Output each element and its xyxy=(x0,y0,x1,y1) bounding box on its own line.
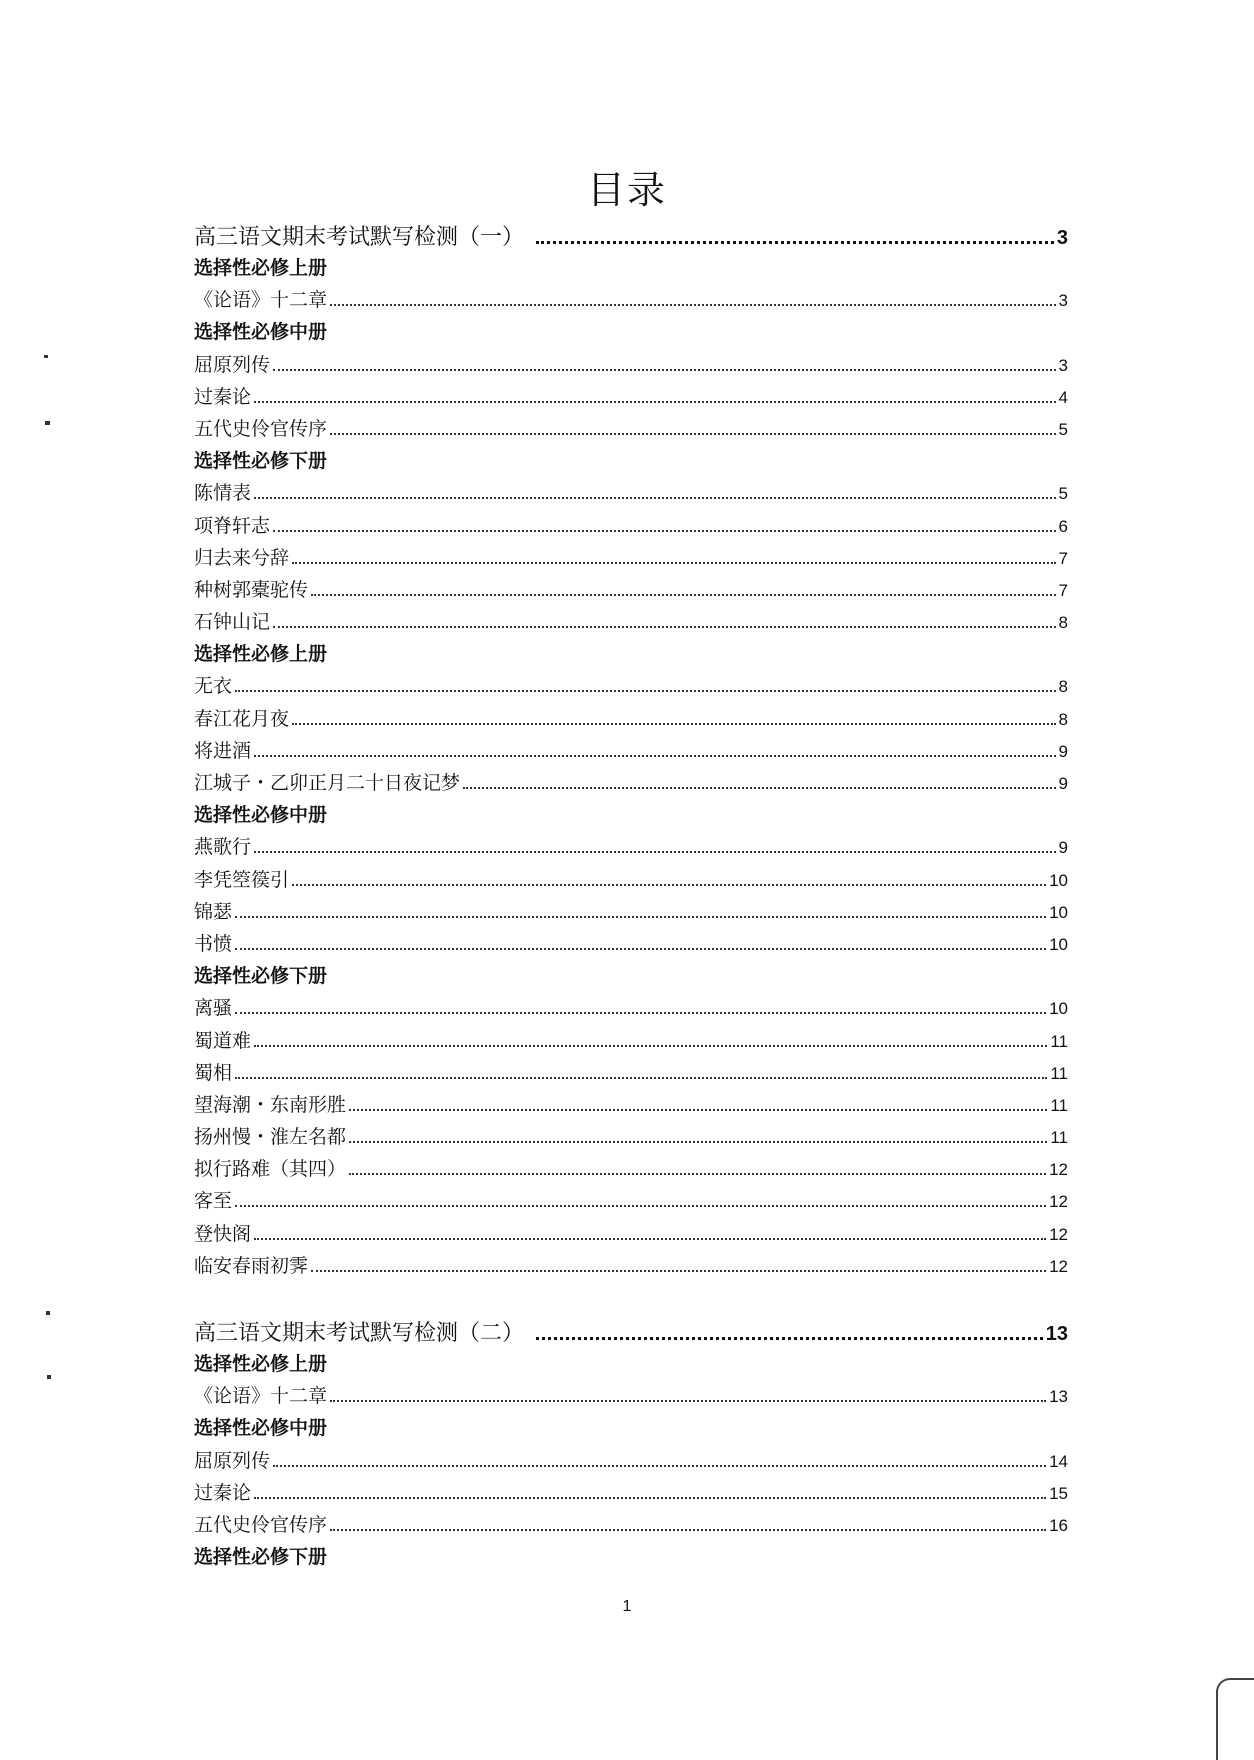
toc-dot-leader xyxy=(254,1497,1046,1499)
toc-entry[interactable] xyxy=(194,285,1068,317)
toc-spacer xyxy=(194,1283,1068,1316)
toc-label: 陈情表 xyxy=(194,482,252,505)
toc-dot-leader xyxy=(349,1173,1046,1175)
toc-entry[interactable] xyxy=(194,607,1068,639)
scan-speck xyxy=(44,355,48,358)
toc-entry[interactable] xyxy=(194,865,1068,897)
toc-page-number: 9 xyxy=(1058,741,1068,761)
toc-part-heading[interactable] xyxy=(194,1316,1068,1349)
toc-page-number: 9 xyxy=(1058,774,1068,793)
toc-dot-leader xyxy=(273,626,1056,628)
toc-page-number: 15 xyxy=(1049,1483,1068,1503)
toc-entry[interactable] xyxy=(194,993,1068,1025)
toc-dot-leader xyxy=(254,1045,1047,1047)
toc-page-number: 12 xyxy=(1049,1256,1068,1276)
toc-label: 蜀道难 xyxy=(194,1029,252,1052)
toc-page-number: 14 xyxy=(1049,1451,1068,1471)
toc-label: 蜀相 xyxy=(194,1061,233,1084)
toc-label: 《论语》十二章 xyxy=(194,1385,328,1408)
toc-page-number: 16 xyxy=(1049,1515,1068,1535)
toc-entry[interactable] xyxy=(194,1122,1068,1154)
toc-label: 春江花月夜 xyxy=(194,707,290,730)
toc-label: 种树郭橐驼传 xyxy=(194,578,309,601)
toc-label: 高三语文期末考试默写检测（二） xyxy=(194,1321,525,1346)
toc-page-number: 8 xyxy=(1058,709,1068,729)
toc-section-heading xyxy=(194,1542,1068,1574)
toc-entry[interactable] xyxy=(194,350,1068,382)
toc-dot-leader xyxy=(536,1337,1043,1340)
toc-label: 归去来兮辞 xyxy=(194,546,290,569)
toc-entry[interactable] xyxy=(194,704,1068,736)
page-number: 1 xyxy=(622,1598,632,1615)
toc-page-number: 10 xyxy=(1049,902,1068,922)
toc-dot-leader xyxy=(330,433,1056,435)
toc-dot-leader xyxy=(330,304,1056,306)
toc-entry[interactable] xyxy=(194,1154,1068,1186)
toc-page-number: 10 xyxy=(1049,999,1068,1019)
toc-label: 锦瑟 xyxy=(194,900,233,923)
toc-page-number: 13 xyxy=(1045,1323,1068,1345)
toc-label: 扬州慢・淮左名都 xyxy=(194,1126,347,1149)
toc-label: 临安春雨初霁 xyxy=(194,1254,309,1277)
toc-label: 选择性必修下册 xyxy=(194,965,328,988)
toc-entry[interactable] xyxy=(194,929,1068,961)
toc-page-number: 10 xyxy=(1049,934,1068,954)
toc-dot-leader xyxy=(235,1012,1046,1014)
toc-page-number: 3 xyxy=(1058,291,1068,311)
toc-dot-leader xyxy=(311,594,1056,596)
toc-dot-leader xyxy=(311,1270,1046,1272)
toc-page-number: 5 xyxy=(1058,419,1068,439)
toc-label: 项脊轩志 xyxy=(194,514,271,537)
toc-entry[interactable] xyxy=(194,1446,1068,1478)
toc-entry[interactable] xyxy=(194,1026,1068,1058)
toc-label: 书愤 xyxy=(194,932,233,955)
toc-dot-leader xyxy=(235,916,1046,918)
toc-label: 选择性必修下册 xyxy=(194,1546,328,1569)
toc-page-number: 4 xyxy=(1058,387,1068,407)
toc-dot-leader xyxy=(292,723,1056,725)
page-title: 目录 xyxy=(586,168,667,212)
toc-label: 燕歌行 xyxy=(194,836,252,859)
toc-section-heading xyxy=(194,317,1068,349)
toc-page-number: 13 xyxy=(1049,1387,1068,1407)
toc-label: 李凭箜篌引 xyxy=(194,868,290,891)
toc-entry[interactable] xyxy=(194,1058,1068,1090)
toc-entry[interactable] xyxy=(194,511,1068,543)
toc-entry[interactable] xyxy=(194,478,1068,510)
toc-dot-leader xyxy=(536,241,1054,244)
toc-entry[interactable] xyxy=(194,671,1068,703)
toc-entry[interactable] xyxy=(194,543,1068,575)
toc-dot-leader xyxy=(273,530,1056,532)
toc-page-number: 9 xyxy=(1058,838,1068,858)
toc-label: 离骚 xyxy=(194,997,233,1020)
toc-dot-leader xyxy=(273,1465,1046,1467)
toc-label: 选择性必修中册 xyxy=(194,804,328,827)
toc-page-number: 11 xyxy=(1050,1128,1068,1148)
toc-label: 五代史伶官传序 xyxy=(194,417,328,440)
scan-speck xyxy=(45,421,50,425)
toc-entry[interactable] xyxy=(194,1478,1068,1510)
toc-section-heading xyxy=(194,446,1068,478)
toc-dot-leader xyxy=(330,1400,1046,1402)
toc-dot-leader xyxy=(463,787,1056,789)
toc-entry[interactable] xyxy=(194,1510,1068,1542)
toc-label: 无衣 xyxy=(194,675,233,698)
toc-label: 高三语文期末考试默写检测（一） xyxy=(194,225,525,250)
corner-scan-mark xyxy=(1216,1678,1254,1760)
toc-section-heading xyxy=(194,639,1068,671)
toc-label: 拟行路难（其四） xyxy=(194,1158,347,1181)
toc-dot-leader xyxy=(254,851,1056,853)
toc-label: 《论语》十二章 xyxy=(194,289,328,312)
toc-label: 石钟山记 xyxy=(194,611,271,634)
toc-dot-leader xyxy=(254,755,1056,757)
toc-entry[interactable] xyxy=(194,736,1068,768)
toc-entry[interactable] xyxy=(194,1090,1068,1122)
toc-label: 选择性必修上册 xyxy=(194,643,328,666)
table-of-contents xyxy=(194,220,1068,1574)
toc-dot-leader xyxy=(349,1109,1047,1111)
toc-page-number: 12 xyxy=(1049,1160,1068,1180)
toc-page-number: 12 xyxy=(1049,1224,1068,1244)
toc-label: 望海潮・东南形胜 xyxy=(194,1093,347,1116)
toc-entry[interactable] xyxy=(194,414,1068,446)
toc-label: 登快阁 xyxy=(194,1222,252,1245)
toc-page-number: 3 xyxy=(1058,355,1068,375)
toc-section-heading xyxy=(194,1349,1068,1381)
toc-label: 过秦论 xyxy=(194,1481,252,1504)
toc-dot-leader xyxy=(292,884,1046,886)
toc-page-number: 11 xyxy=(1050,1095,1068,1115)
toc-page-number: 8 xyxy=(1058,677,1068,697)
toc-page-number: 5 xyxy=(1058,484,1068,504)
toc-label: 选择性必修下册 xyxy=(194,450,328,473)
toc-page-number: 11 xyxy=(1050,1031,1068,1051)
toc-label: 选择性必修上册 xyxy=(194,1353,328,1375)
toc-label: 选择性必修中册 xyxy=(194,1417,328,1440)
toc-page-number: 12 xyxy=(1049,1192,1068,1212)
toc-dot-leader xyxy=(235,690,1056,692)
toc-dot-leader xyxy=(330,1529,1046,1531)
toc-page-number: 8 xyxy=(1058,613,1068,633)
toc-entry[interactable] xyxy=(194,897,1068,929)
toc-dot-leader xyxy=(292,562,1056,564)
toc-entry[interactable] xyxy=(194,1251,1068,1283)
toc-entry[interactable] xyxy=(194,832,1068,864)
toc-entry[interactable] xyxy=(194,382,1068,414)
toc-label: 选择性必修上册 xyxy=(194,257,328,279)
toc-dot-leader xyxy=(235,948,1046,950)
toc-page-number: 6 xyxy=(1058,516,1068,536)
toc-section-heading xyxy=(194,961,1068,993)
toc-label: 五代史伶官传序 xyxy=(194,1513,328,1536)
toc-dot-leader xyxy=(349,1141,1047,1143)
toc-section-heading xyxy=(194,1413,1068,1445)
toc-section-heading xyxy=(194,800,1068,832)
toc-entry[interactable] xyxy=(194,1186,1068,1218)
toc-label: 将进酒 xyxy=(194,739,252,762)
toc-dot-leader xyxy=(235,1205,1046,1207)
scan-speck xyxy=(46,1311,50,1315)
toc-entry[interactable] xyxy=(194,575,1068,607)
toc-page-number: 7 xyxy=(1058,548,1068,568)
toc-dot-leader xyxy=(273,369,1056,371)
toc-label: 江城子・乙卯正月二十日夜记梦 xyxy=(194,772,461,794)
toc-label: 屈原列传 xyxy=(194,353,271,376)
toc-entry[interactable] xyxy=(194,1381,1068,1413)
toc-dot-leader xyxy=(254,401,1056,403)
toc-section-heading xyxy=(194,253,1068,285)
toc-dot-leader xyxy=(235,1077,1047,1079)
toc-label: 选择性必修中册 xyxy=(194,321,328,344)
toc-page-number: 11 xyxy=(1050,1063,1068,1083)
toc-label: 屈原列传 xyxy=(194,1449,271,1472)
toc-part-heading[interactable] xyxy=(194,220,1068,253)
scan-speck xyxy=(47,1375,51,1379)
toc-label: 过秦论 xyxy=(194,385,252,408)
toc-entry[interactable] xyxy=(194,768,1068,800)
toc-page-number: 7 xyxy=(1058,580,1068,600)
toc-dot-leader xyxy=(254,1238,1046,1240)
toc-entry[interactable] xyxy=(194,1219,1068,1251)
toc-page-number: 3 xyxy=(1056,227,1068,249)
toc-label: 客至 xyxy=(194,1190,233,1213)
toc-page-number: 10 xyxy=(1049,870,1068,890)
toc-dot-leader xyxy=(254,497,1056,499)
